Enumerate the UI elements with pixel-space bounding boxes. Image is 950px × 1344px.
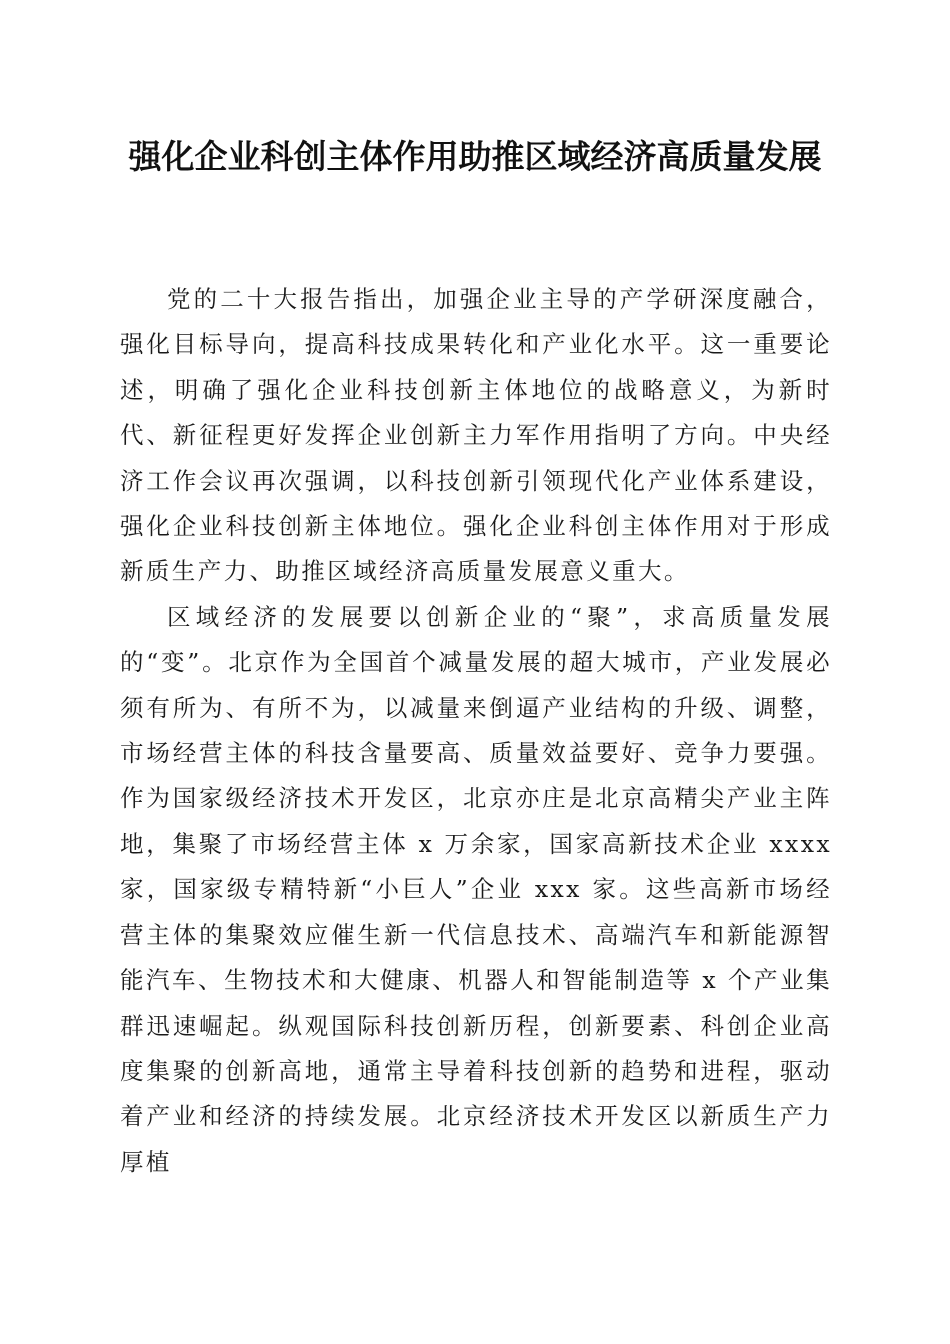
paragraph-2: 区域经济的发展要以创新企业的“聚”，求高质量发展的“变”。北京作为全国首个减量发展的超大城市，产业发展必须有所为、有所不为，以减量来倒逼产业结构的升级、调整，市场经营主体的科技含量要高、质量效益要好、竞争力要强。作为国家级经济技术开发区，北京亦庄是北京高精尖产业主阵地，集聚了市场经营主体 x 万余家，国家高新技术企业 xxxx 家，国家级专精特新“小巨人”企业 xxx 家。这些高新市场经营主体的集聚效应催生新一代信息技术、高端汽车和新能源智能汽车、生物技术和大健康、机器人和智能制造等 x 个产业集群迅速崛起。纵观国际科技创新历程，创新要素、科创企业高度集聚的创新高地，通常主导着科技创新的趋势和进程，驱动着产业和经济的持续发展。北京经济技术开发区以新质生产力厚植: [120, 602, 832, 1176]
paragraph-1: 党的二十大报告指出，加强企业主导的产学研深度融合，强化目标导向，提高科技成果转化和产业化水平。这一重要论述，明确了强化企业科技创新主体地位的战略意义，为新时代、新征程更好发挥企业创新主力军作用指明了方向。中央经济工作会议再次强调，以科技创新引领现代化产业体系建设，强化企业科技创新主体地位。强化企业科创主体作用对于形成新质生产力、助推区域经济高质量发展意义重大。: [120, 285, 832, 586]
document-body: [120, 277, 832, 1185]
document-title: 强化企业科创主体作用助推区域经济高质量发展: [128, 137, 822, 176]
